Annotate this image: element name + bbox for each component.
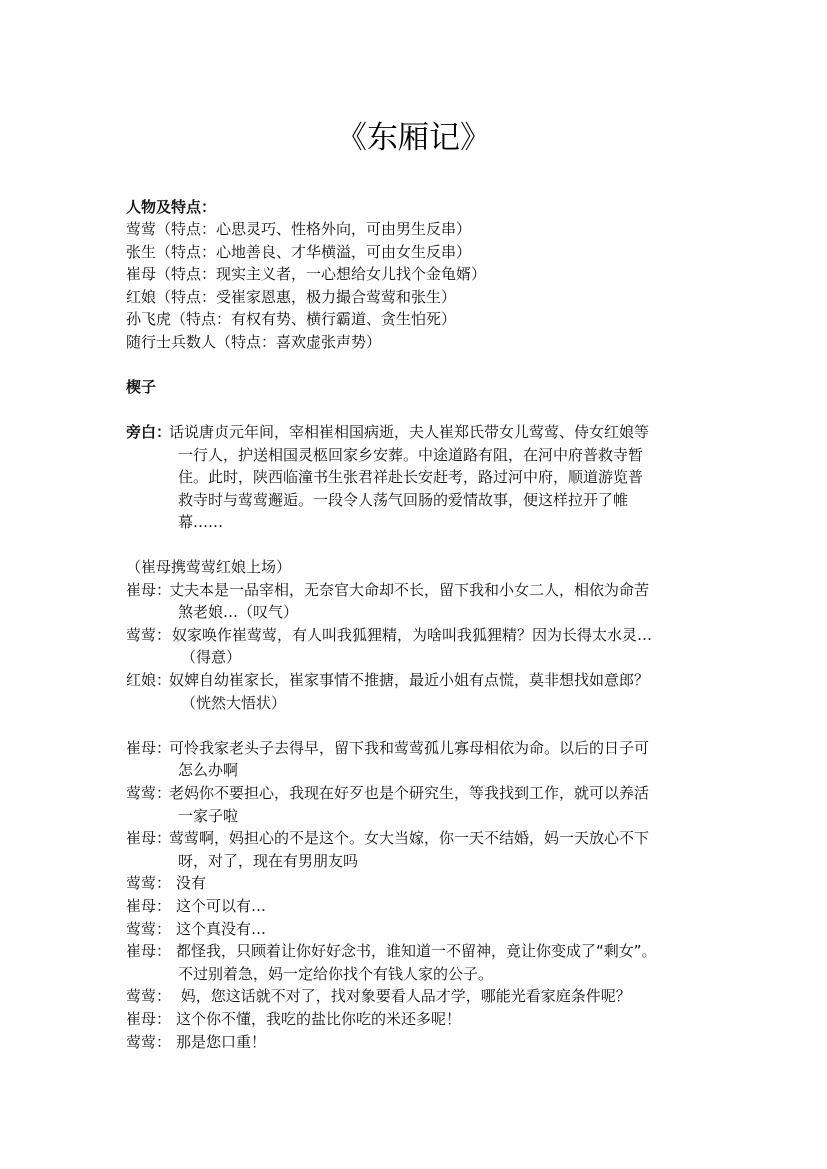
speaker-label: 莺莺： xyxy=(126,874,172,893)
dialogue-line: 奴家唤作崔莺莺，有人叫我狐狸精，为啥叫我狐狸精？因为长得太水灵… xyxy=(172,625,653,644)
character-line: 张生（特点：心地善良、才华横溢，可由女生反串） xyxy=(126,243,472,261)
speaker-label: 崔母： xyxy=(126,580,172,599)
dialogue-line: 丈夫本是一品宰相，无奈官大命却不长，留下我和小女二人，相依为命苦 xyxy=(169,580,650,599)
dialogue-line: （恍然大悟状） xyxy=(181,693,287,712)
dialogue-line: 呀，对了，现在有男朋友吗 xyxy=(178,851,359,870)
speaker-label: 崔母： xyxy=(126,897,172,915)
stage-direction: （崔母携莺莺红娘上场） xyxy=(126,558,292,576)
speaker-label: 莺莺： xyxy=(126,625,172,644)
dialogue-line: 奴婢自幼崔家长，崔家事情不推搪，最近小姐有点慌，莫非想找如意郎？ xyxy=(169,671,650,689)
prologue-heading: 楔子 xyxy=(126,378,157,396)
narrator-label: 旁白： xyxy=(126,423,172,441)
dialogue-line: 这个真没有… xyxy=(176,919,267,938)
character-line: 随行士兵数人（特点：喜欢虚张声势） xyxy=(126,333,382,351)
speaker-label: 崔母： xyxy=(126,942,172,961)
dialogue-line: 老妈你不要担心，我现在好歹也是个研究生，等我找到工作，就可以养活 xyxy=(169,784,650,802)
narration-line: 住。此时，陕西临潼书生张君祥赴长安赶考，路过河中府，顺道游览普 xyxy=(178,468,644,487)
speaker-label: 崔母： xyxy=(126,738,172,757)
characters-heading: 人物及特点： xyxy=(126,198,217,216)
dialogue-line: 都怪我，只顾着让你好好念书，谁知道一不留神，竟让你变成了“剩女”。 xyxy=(176,942,657,961)
speaker-label: 莺莺： xyxy=(126,987,172,1006)
dialogue-line: 妈，您这话就不对了，找对象要看人品才学，哪能光看家庭条件呢？ xyxy=(176,987,631,1006)
dialogue-line: 这个你不懂，我吃的盐比你吃的米还多呢！ xyxy=(176,1010,462,1028)
dialogue-line: （得意） xyxy=(181,648,242,667)
dialogue-line: 没有 xyxy=(176,874,207,893)
character-line: 孙飞虎（特点：有权有势、横行霸道、贪生怕死） xyxy=(126,310,457,328)
speaker-label: 崔母： xyxy=(126,829,172,848)
narration-line: 幕…… xyxy=(178,513,224,532)
dialogue-line: 一家子啦 xyxy=(178,806,239,825)
speaker-label: 莺莺： xyxy=(126,919,172,938)
speaker-label: 莺莺： xyxy=(126,784,172,802)
narration-line: 救寺时与莺莺邂逅。一段令人荡气回肠的爱情故事，便这样拉开了帷 xyxy=(178,490,629,509)
character-line: 莺莺（特点：心思灵巧、性格外向，可由男生反串） xyxy=(126,220,472,238)
dialogue-line: 可怜我家老头子去得早，留下我和莺莺孤儿寡母相依为命。以后的日子可 xyxy=(169,738,650,757)
dialogue-line: 那是您口重！ xyxy=(176,1032,267,1051)
dialogue-line: 这个可以有… xyxy=(176,897,267,915)
dialogue-line: 莺莺啊，妈担心的不是这个。女大当嫁，你一天不结婚，妈一天放心不下 xyxy=(169,829,650,848)
dialogue-line: 煞老娘…（叹气） xyxy=(178,603,299,622)
character-line: 红娘（特点：受崔家恩惠，极力撮合莺莺和张生） xyxy=(126,288,457,306)
page-title: 《东厢记》 xyxy=(336,120,491,156)
speaker-label: 红娘： xyxy=(126,671,172,689)
speaker-label: 莺莺： xyxy=(126,1032,172,1051)
speaker-label: 崔母： xyxy=(126,1010,172,1028)
dialogue-line: 不过别着急，妈一定给你找个有钱人家的公子。 xyxy=(178,964,494,983)
dialogue-line: 怎么办啊 xyxy=(178,761,239,780)
character-line: 崔母（特点：现实主义者，一心想给女儿找个金龟婿） xyxy=(126,265,487,283)
narration-line: 话说唐贞元年间，宰相崔相国病逝，夫人崔郑氏带女儿莺莺、侍女红娘等 xyxy=(169,423,650,441)
narration-line: 一行人，护送相国灵柩回家乡安葬。中途道路有阻，在河中府普救寺暂 xyxy=(178,445,644,464)
